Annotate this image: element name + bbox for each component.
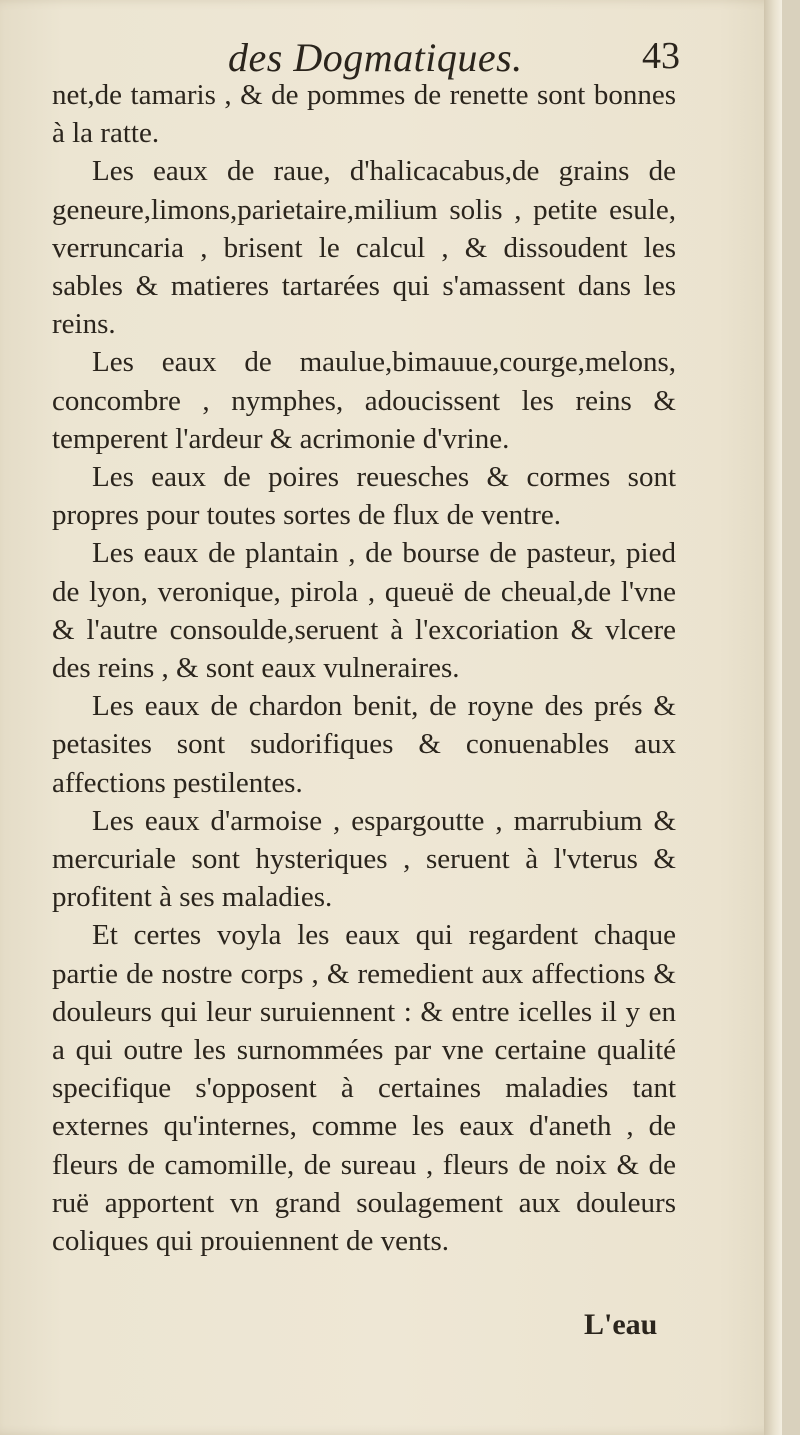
running-title: des Dogmatiques. <box>228 35 523 80</box>
paragraph: Les eaux de plantain , de bourse de pasteur, pied de lyon, veronique, pirola , queuë de cheual,de l'vne & l'autre consoulde,seruent à l'excoriation & vlcere des reins , & sont eaux vulneraires. <box>52 537 676 685</box>
paragraph: Et certes voyla les eaux qui regardent chaque partie de nostre corps , & remedient aux affections & douleurs qui leur suruiennent : & entre icelles il y en a qui outre les surnommées par vne certaine qualité specifique s'opposent à certaines maladies tant externes qu'internes, comme les eaux d'aneth , de fleurs de camomille, de sureau , fleurs de noix & de ruë apportent vn grand soulagement aux douleurs coliques qui prouiennent de vents. <box>52 919 676 1258</box>
catchword: L'eau <box>584 1308 658 1341</box>
body-text <box>52 76 676 1260</box>
paragraph: Les eaux de raue, d'halicacabus,de grains de geneure,limons,parietaire,milium solis , petite esule, verruncaria , brisent le calcul , & dissoudent les sables & matieres tartarées qui s'amassent dans les reins. <box>52 155 676 341</box>
page-edge <box>764 0 782 1435</box>
paragraph: Les eaux de chardon benit, de royne des prés & petasites sont sudorifiques & conuenables aux affections pestilentes. <box>52 690 676 799</box>
paragraph: Les eaux de maulue,bimauue,courge,melons, concombre , nymphes, adoucissent les reins & temperent l'ardeur & acrimonie d'vrine. <box>52 346 676 455</box>
paragraph-continuation: net,de tamaris , & de pommes de renette sont bonnes à la ratte. <box>52 79 676 150</box>
paragraph: Les eaux d'armoise , espargoutte , marrubium & mercuriale sont hysteriques , seruent à l'vterus & profitent à ses maladies. <box>52 804 676 914</box>
page-number: 43 <box>642 35 680 77</box>
paragraph: Les eaux de poires reuesches & cormes sont propres pour toutes sortes de flux de ventre. <box>52 461 676 532</box>
